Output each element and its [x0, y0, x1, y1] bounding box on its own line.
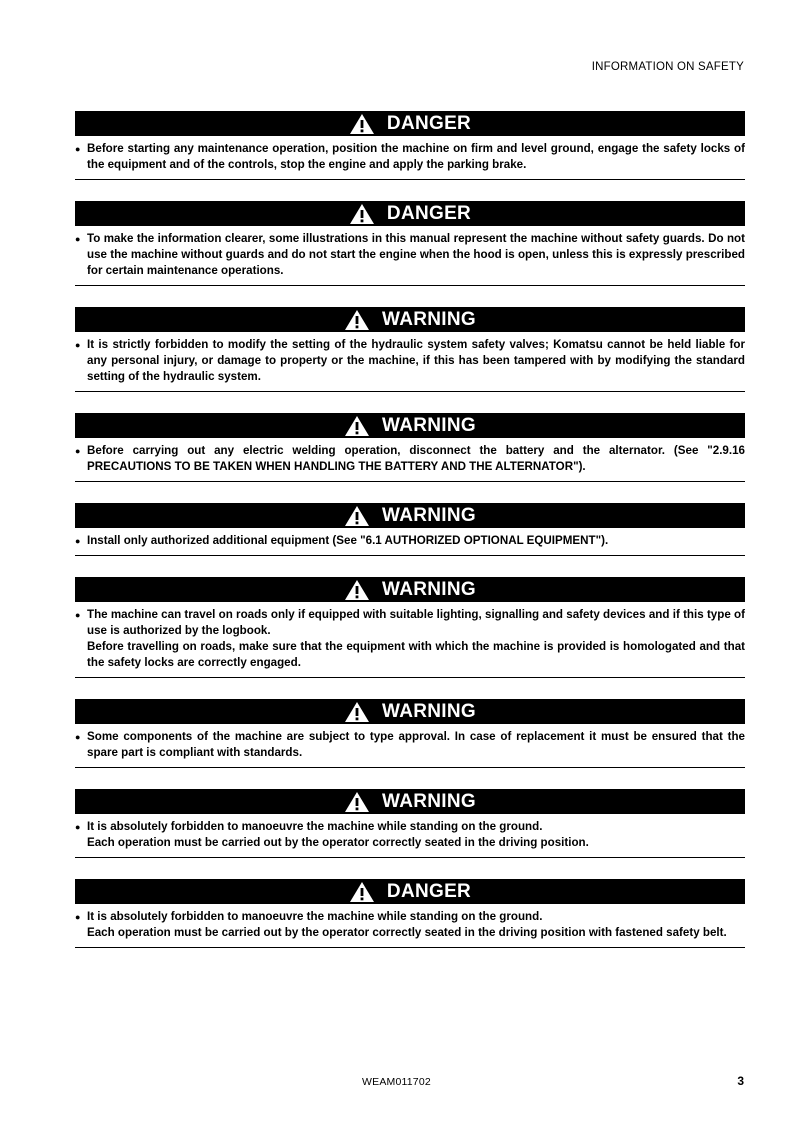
notice-level-label: DANGER — [386, 113, 472, 134]
warning-triangle-icon — [344, 791, 370, 813]
notice-item — [75, 909, 745, 941]
bullet-icon: ● — [75, 234, 81, 244]
notice-header-bar — [75, 111, 745, 136]
bullet-icon: ● — [75, 340, 81, 350]
warning-triangle-icon — [344, 505, 370, 527]
notice-warning — [75, 699, 745, 768]
bullet-icon: ● — [75, 732, 81, 742]
warning-triangle-icon — [344, 415, 370, 437]
notice-item — [75, 607, 745, 671]
warning-triangle-icon — [344, 701, 370, 723]
bullet-icon: ● — [75, 446, 81, 456]
notice-level-label: WARNING — [382, 579, 476, 600]
notice-warning — [75, 789, 745, 858]
notice-header-bar — [75, 879, 745, 904]
notices-list — [75, 111, 745, 948]
notice-warning — [75, 577, 745, 678]
notice-text: Each operation must be carried out by the operator correctly seated in the driving position. — [87, 836, 589, 849]
warning-triangle-icon — [344, 309, 370, 331]
notice-item — [75, 729, 745, 761]
notice-text: Before starting any maintenance operation, position the machine on firm and level ground, engage the safety locks of the equipment and of the controls, stop the engine and apply the parking brake. — [87, 142, 745, 171]
notice-level-label: WARNING — [382, 505, 476, 526]
notice-level-label: WARNING — [382, 791, 476, 812]
notice-text: It is absolutely forbidden to manoeuvre the machine while standing on the ground. — [87, 820, 543, 833]
notice-level-label: DANGER — [386, 881, 472, 902]
notice-danger — [75, 111, 745, 180]
notice-item — [75, 533, 745, 549]
notice-text: Some components of the machine are subject to type approval. In case of replacement it must be ensured that the spare part is compliant with standards. — [87, 730, 745, 759]
notice-header-bar — [75, 413, 745, 438]
notice-text: To make the information clearer, some illustrations in this manual represent the machine without safety guards. Do not use the machine without guards and do not start the engine when the hood is open, unless this is expressly prescribed for certain maintenance operations. — [87, 232, 745, 277]
page-number: 3 — [737, 1074, 744, 1088]
notice-text: The machine can travel on roads only if equipped with suitable lighting, signalling and safety devices and if this type of use is authorized by the logbook. — [87, 608, 745, 637]
warning-triangle-icon — [349, 113, 375, 135]
notice-level-label: WARNING — [382, 701, 476, 722]
bullet-icon: ● — [75, 822, 81, 832]
bullet-icon: ● — [75, 536, 81, 546]
bullet-icon: ● — [75, 912, 81, 922]
bullet-icon: ● — [75, 610, 81, 620]
notice-item — [75, 337, 745, 385]
notice-text: Before carrying out any electric welding operation, disconnect the battery and the alternator. (See "2.9.16 PRECAUTIONS TO BE TAKEN WHEN HANDLING THE BATTERY AND THE ALTERNATOR"). — [87, 444, 745, 473]
notice-item — [75, 819, 745, 851]
notice-text: It is strictly forbidden to modify the setting of the hydraulic system safety valves; Komatsu cannot be held liable for any personal injury, or damage to property or the machine, if this has been tampered with by modifying the standard setting of the hydraulic system. — [87, 338, 745, 383]
notice-item — [75, 443, 745, 475]
notice-text: It is absolutely forbidden to manoeuvre the machine while standing on the ground. — [87, 910, 543, 923]
notice-header-bar — [75, 577, 745, 602]
warning-triangle-icon — [349, 881, 375, 903]
warning-triangle-icon — [344, 579, 370, 601]
notice-item — [75, 141, 745, 173]
warning-triangle-icon — [349, 203, 375, 225]
notice-text: Each operation must be carried out by the operator correctly seated in the driving position with fastened safety belt. — [87, 926, 727, 939]
notice-item — [75, 231, 745, 279]
notice-text: Install only authorized additional equipment (See "6.1 AUTHORIZED OPTIONAL EQUIPMENT"). — [87, 534, 609, 547]
document-code: WEAM011702 — [362, 1076, 431, 1088]
notice-header-bar — [75, 699, 745, 724]
notice-level-label: WARNING — [382, 415, 476, 436]
notice-danger — [75, 201, 745, 286]
notice-text: Before travelling on roads, make sure that the equipment with which the machine is provided is homologated and that the safety locks are correctly engaged. — [87, 640, 745, 669]
notice-warning — [75, 413, 745, 482]
notice-header-bar — [75, 201, 745, 226]
notice-header-bar — [75, 307, 745, 332]
notice-header-bar — [75, 789, 745, 814]
notice-header-bar — [75, 503, 745, 528]
bullet-icon: ● — [75, 144, 81, 154]
notice-warning — [75, 307, 745, 392]
notice-level-label: DANGER — [386, 203, 472, 224]
notice-danger — [75, 879, 745, 948]
notice-level-label: WARNING — [382, 309, 476, 330]
notice-warning — [75, 503, 745, 556]
section-header: INFORMATION ON SAFETY — [591, 61, 744, 73]
